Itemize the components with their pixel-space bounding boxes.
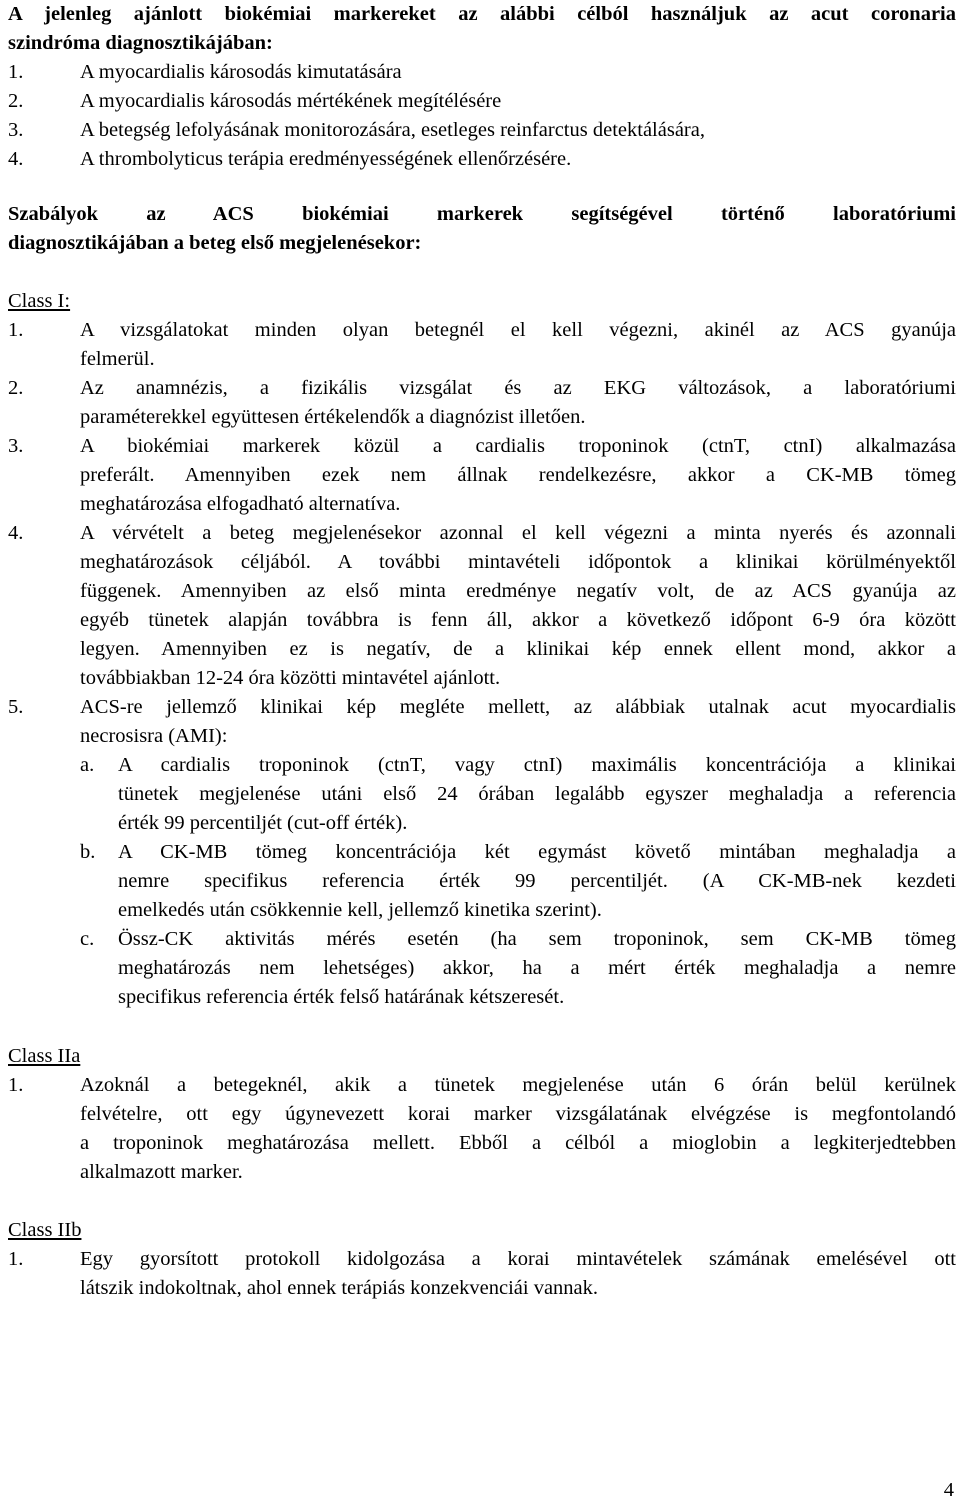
sub-list-letter: a. xyxy=(80,754,95,776)
list-text: A myocardialis károsodás kimutatására xyxy=(80,61,402,83)
list-number: 1. xyxy=(8,61,24,83)
list-number: 5. xyxy=(8,696,24,718)
list-number: 3. xyxy=(8,435,24,457)
rules-heading xyxy=(8,200,956,258)
sub-list-letter: c. xyxy=(80,928,95,950)
list-item xyxy=(8,374,956,432)
intro-heading xyxy=(8,0,956,58)
list-item xyxy=(8,1245,956,1303)
class-2a-heading xyxy=(8,1042,956,1071)
class-1-heading-text: Class I: xyxy=(8,290,71,312)
list-line: Azoknál a betegeknél, akik a tünetek megjelenése után 6 órán belül kerülnek xyxy=(80,1074,956,1096)
list-line: ACS-re jellemző klinikai kép megléte mellett, az alábbiak utalnak acut myocardialis xyxy=(80,696,956,718)
list-text: A betegség lefolyásának monitorozására, esetleges reinfarctus detektálására, xyxy=(80,119,705,141)
list-text: A myocardialis károsodás mértékének megítélésére xyxy=(80,90,502,112)
list-line: egyéb tünetek alapján továbbra is fenn áll, akkor a következő időpont 6-9 óra között xyxy=(80,609,956,631)
page-number: 4 xyxy=(943,1479,954,1501)
sub-list-line: emelkedés után csökkennie kell, jellemző kinetika szerint). xyxy=(118,899,602,921)
sub-list-item xyxy=(8,925,956,1012)
list-line: necrosisra (AMI): xyxy=(80,725,228,747)
class-1-section xyxy=(8,287,956,1012)
class-2b-section xyxy=(8,1216,956,1303)
class-1-heading xyxy=(8,287,956,316)
list-item xyxy=(8,693,956,1012)
list-line: látszik indokoltnak, ahol ennek terápiás konzekvenciái vannak. xyxy=(80,1277,599,1299)
list-line: A biokémiai markerek közül a cardialis troponinok (ctnT, ctnI) alkalmazása xyxy=(80,435,956,457)
sub-list-line: specifikus referencia érték felső határának kétszeresét. xyxy=(118,986,565,1008)
list-item xyxy=(8,1071,956,1187)
intro-list xyxy=(8,58,956,174)
sub-list-item xyxy=(8,838,956,925)
sub-list-line: A CK-MB tömeg koncentrációja két egymást követő mintában meghaladja a xyxy=(118,841,956,863)
list-line: továbbiakban 12-24 óra közötti mintavétel ajánlott. xyxy=(80,667,501,689)
list-line: meghatározások céljából. A további mintavételi időpontok a klinikai körülményektől xyxy=(80,551,956,573)
class-2b-heading xyxy=(8,1216,956,1245)
list-item xyxy=(8,432,956,519)
list-line: a troponinok meghatározása mellett. Ebből a célból a mioglobin a legkiterjedtebben xyxy=(80,1132,956,1154)
list-line: paraméterekkel együttesen értékelendők a diagnózist illetően. xyxy=(80,406,586,428)
list-line: A vérvételt a beteg megjelenésekor azonnal el kell végezni a minta nyerés és azonnali xyxy=(80,522,956,544)
list-item xyxy=(8,87,956,116)
list-number: 2. xyxy=(8,90,24,112)
sub-list-line: A cardialis troponinok (ctnT, vagy ctnI) maximális koncentrációja a klinikai xyxy=(118,754,956,776)
sub-list-item xyxy=(8,751,956,838)
list-item xyxy=(8,316,956,374)
list-number: 1. xyxy=(8,319,24,341)
sub-list-line: tünetek megjelenése utáni első 24 órában legalább egyszer meghaladja a referencia xyxy=(118,783,956,805)
intro-line: A jelenleg ajánlott biokémiai markereket az alábbi célból használjuk az acut coronaria xyxy=(8,3,956,25)
list-number: 1. xyxy=(8,1248,24,1270)
class-2b-heading-text: Class IIb xyxy=(8,1219,82,1241)
sub-list-line: meghatározás nem lehetséges) akkor, ha a mért érték meghaladja a nemre xyxy=(118,957,956,979)
list-number: 3. xyxy=(8,119,24,141)
list-line: legyen. Amennyiben ez is negatív, de a klinikai kép ennek ellent mond, akkor a xyxy=(80,638,956,660)
sub-list-letter: b. xyxy=(80,841,96,863)
list-number: 4. xyxy=(8,148,24,170)
sub-list-line: nemre specifikus referencia érték 99 percentiljét. (A CK-MB-nek kezdeti xyxy=(118,870,956,892)
rules-heading-line: diagnosztikájában a beteg első megjelenésekor: xyxy=(8,232,422,254)
list-item xyxy=(8,519,956,693)
list-number: 1. xyxy=(8,1074,24,1096)
list-item xyxy=(8,116,956,145)
list-line: felmerül. xyxy=(80,348,155,370)
class-2a-heading-text: Class IIa xyxy=(8,1045,81,1067)
list-line: Az anamnézis, a fizikális vizsgálat és az EKG változások, a laboratóriumi xyxy=(80,377,956,399)
sub-list-line: Össz-CK aktivitás mérés esetén (ha sem troponinok, sem CK-MB tömeg xyxy=(118,928,956,950)
list-line: függenek. Amennyiben az első minta eredménye negatív volt, de az ACS gyanúja az xyxy=(80,580,956,602)
sub-list-line: érték 99 percentiljét (cut-off érték). xyxy=(118,812,408,834)
list-line: preferált. Amennyiben ezek nem állnak rendelkezésre, akkor a CK-MB tömeg xyxy=(80,464,956,486)
list-line: Egy gyorsított protokoll kidolgozása a korai mintavételek számának emelésével ott xyxy=(80,1248,956,1270)
rules-heading-line: Szabályok az ACS biokémiai markerek segítségével történő laboratóriumi xyxy=(8,203,956,225)
list-number: 2. xyxy=(8,377,24,399)
list-item xyxy=(8,58,956,87)
list-line: A vizsgálatokat minden olyan betegnél el kell végezni, akinél az ACS gyanúja xyxy=(80,319,956,341)
list-line: felvételre, ott egy úgynevezett korai marker vizsgálatának elvégzése is megfontolandó xyxy=(80,1103,956,1125)
list-item xyxy=(8,145,956,174)
class-2a-section xyxy=(8,1042,956,1187)
list-text: A thrombolyticus terápia eredményességének ellenőrzésére. xyxy=(80,148,572,170)
intro-line: szindróma diagnosztikájában: xyxy=(8,32,273,54)
list-number: 4. xyxy=(8,522,24,544)
list-line: alkalmazott marker. xyxy=(80,1161,243,1183)
list-line: meghatározása elfogadható alternatíva. xyxy=(80,493,401,515)
